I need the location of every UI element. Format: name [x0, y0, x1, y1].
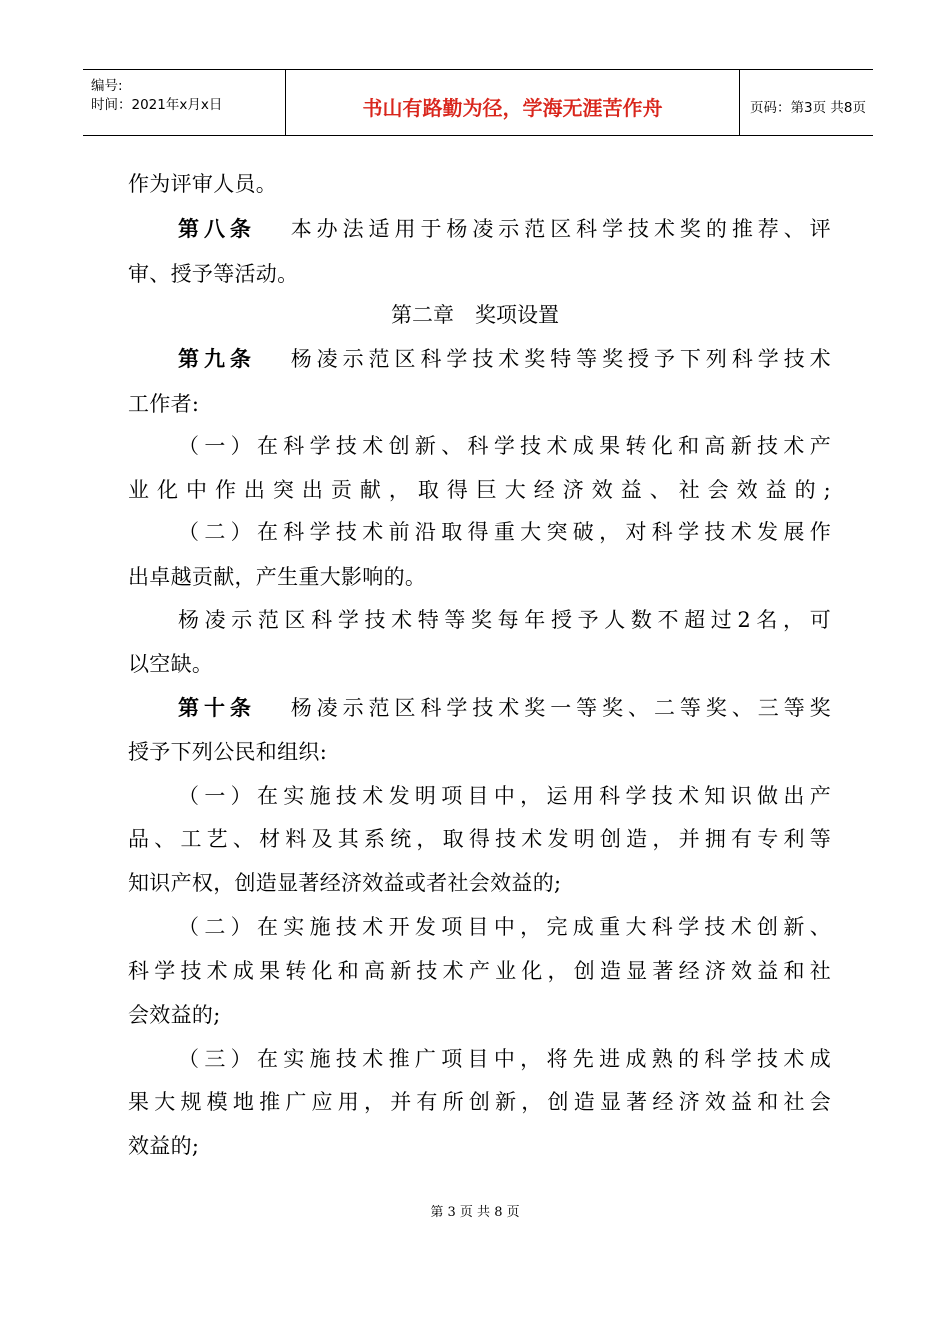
header-page-info: 页码：第3页 共8页 — [750, 100, 866, 116]
paragraph-line: 科学技术成果转化和高新技术产业化，创造显著经济效益和社 — [128, 959, 831, 983]
paragraph-line: 业化中作出突出贡献，取得巨大经济效益、社会效益的; — [128, 478, 831, 502]
article-9-line — [178, 343, 831, 373]
paragraph-line: 以空缺。 — [128, 652, 214, 676]
article-heading: 第九条 — [178, 346, 256, 371]
paragraph-line: 出卓越贡献，产生重大影响的。 — [128, 565, 427, 589]
paragraph-line: （三）在实施技术推广项目中，将先进成熟的科学技术成 — [178, 1047, 831, 1071]
paragraph-line: （一）在实施技术发明项目中，运用科学技术知识做出产 — [178, 784, 831, 808]
page-footer: 第 3 页 共 8 页 — [430, 1205, 520, 1220]
paragraph-line: 效益的; — [128, 1134, 200, 1158]
chapter-title: 第二章 奖项设置 — [391, 303, 559, 327]
page-header — [83, 69, 873, 136]
paragraph-line: 知识产权，创造显著经济效益或者社会效益的; — [128, 871, 562, 895]
article-text: 本办法适用于杨凌示范区科学技术奖的推荐、评 — [290, 217, 831, 241]
paragraph-line: 果大规模地推广应用，并有所创新，创造显著经济效益和社会 — [128, 1090, 831, 1114]
paragraph-line: 杨凌示范区科学技术特等奖每年授予人数不超过2名，可 — [178, 608, 831, 632]
paragraph-line: 会效益的; — [128, 1003, 221, 1027]
paragraph-line: 品、工艺、材料及其系统，取得技术发明创造，并拥有专利等 — [128, 827, 831, 851]
paragraph-line: （一）在科学技术创新、科学技术成果转化和高新技术产 — [178, 434, 831, 458]
document-date: 时间：2021年x月x日 — [91, 97, 223, 113]
paragraph-line: 工作者: — [128, 392, 200, 416]
article-text: 杨凌示范区科学技术奖特等奖授予下列科学技术 — [290, 347, 831, 371]
header-motto-cell — [285, 70, 740, 135]
document-number-label: 编号: — [91, 78, 123, 94]
header-left-cell — [83, 70, 285, 135]
article-heading: 第八条 — [178, 216, 256, 241]
paragraph-line: 作为评审人员。 — [128, 172, 278, 196]
article-10-line — [178, 692, 831, 722]
paragraph-line: （二）在实施技术开发项目中，完成重大科学技术创新、 — [178, 915, 831, 939]
paragraph-line: （二）在科学技术前沿取得重大突破，对科学技术发展作 — [178, 520, 831, 544]
paragraph-line: 授予下列公民和组织: — [128, 740, 328, 764]
header-motto: 书山有路勤为径，学海无涯苦作舟 — [362, 96, 663, 120]
paragraph-line: 审、授予等活动。 — [128, 262, 299, 286]
article-8-line — [178, 213, 831, 243]
article-text: 杨凌示范区科学技术奖一等奖、二等奖、三等奖 — [290, 696, 831, 720]
article-heading: 第十条 — [178, 695, 256, 720]
header-page-cell — [740, 70, 873, 135]
